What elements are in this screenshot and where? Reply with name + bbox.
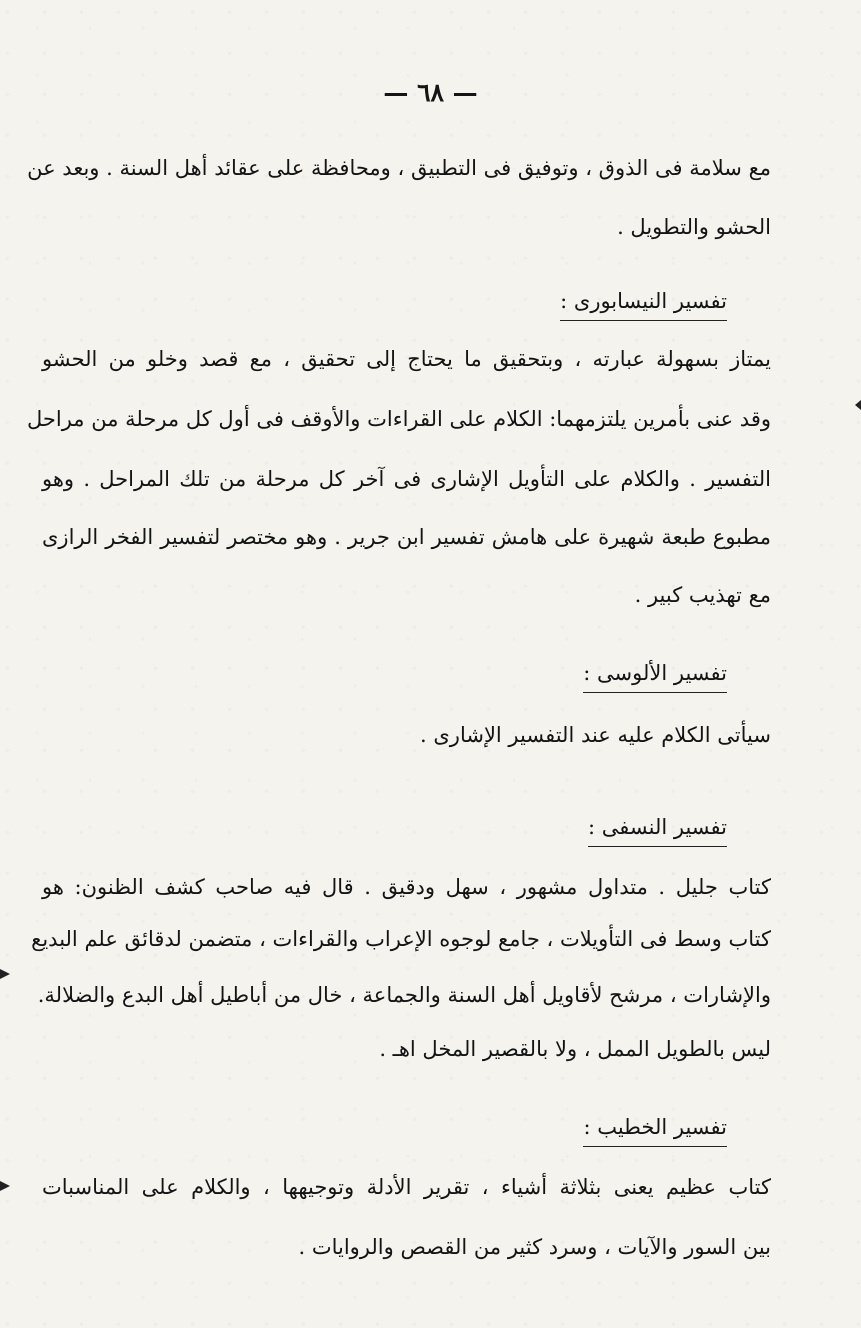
nasafi-line-2: كتاب وسط فى التأويلات ، جامع لوجوه الإعراب والقراءات ، متضمن لدقائق علم البديع <box>31 927 771 951</box>
naysaburi-line-4: مطبوع طبعة شهيرة على هامش تفسير ابن جرير . وهو مختصر لتفسير الفخر الرازى <box>42 525 771 549</box>
heading-naysaburi: تفسير النيسابورى : <box>560 286 727 321</box>
heading-nasafi: تفسير النسفى : <box>588 812 727 847</box>
naysaburi-line-3: التفسير . والكلام على التأويل الإشارى فى آخر كل مرحلة من تلك المراحل . وهو <box>42 467 771 491</box>
naysaburi-line-5: مع تهذيب كبير . <box>634 583 771 607</box>
page-number: — ٦٨ — <box>383 78 478 107</box>
alusi-line-1: سيأتى الكلام عليه عند التفسير الإشارى . <box>420 723 771 747</box>
intro-line-2: الحشو والتطويل . <box>617 215 771 239</box>
khatib-line-1: كتاب عظيم يعنى بثلاثة أشياء ، تقرير الأدلة وتوجيهها ، والكلام على المناسبات <box>42 1175 771 1199</box>
intro-line-1: مع سلامة فى الذوق ، وتوفيق فى التطبيق ، ومحافظة على عقائد أهل السنة . وبعد عن <box>27 156 771 180</box>
heading-alusi: تفسير الألوسى : <box>583 658 727 693</box>
margin-mark <box>855 400 861 410</box>
heading-khatib: تفسير الخطيب : <box>583 1112 727 1147</box>
khatib-line-2: بين السور والآيات ، وسرد كثير من القصص والروايات . <box>298 1235 771 1259</box>
nasafi-line-1: كتاب جليل . متداول مشهور ، سهل ودقيق . قال فيه صاحب كشف الظنون: هو <box>42 875 771 899</box>
nasafi-line-4: ليس بالطويل الممل ، ولا بالقصير المخل اهـ . <box>379 1037 771 1061</box>
naysaburi-line-1: يمتاز بسهولة عبارته ، وبتحقيق ما يحتاج إلى تحقيق ، مع قصد وخلو من الحشو <box>42 347 771 371</box>
margin-mark <box>0 969 10 979</box>
naysaburi-line-2: وقد عنى بأمرين يلتزمهما: الكلام على القراءات والأوقف فى أول كل مرحلة من مراحل <box>27 407 771 431</box>
nasafi-line-3: والإشارات ، مرشح لأقاويل أهل السنة والجماعة ، خال من أباطيل أهل البدع والضلالة. <box>37 983 771 1007</box>
margin-mark <box>0 1181 10 1191</box>
